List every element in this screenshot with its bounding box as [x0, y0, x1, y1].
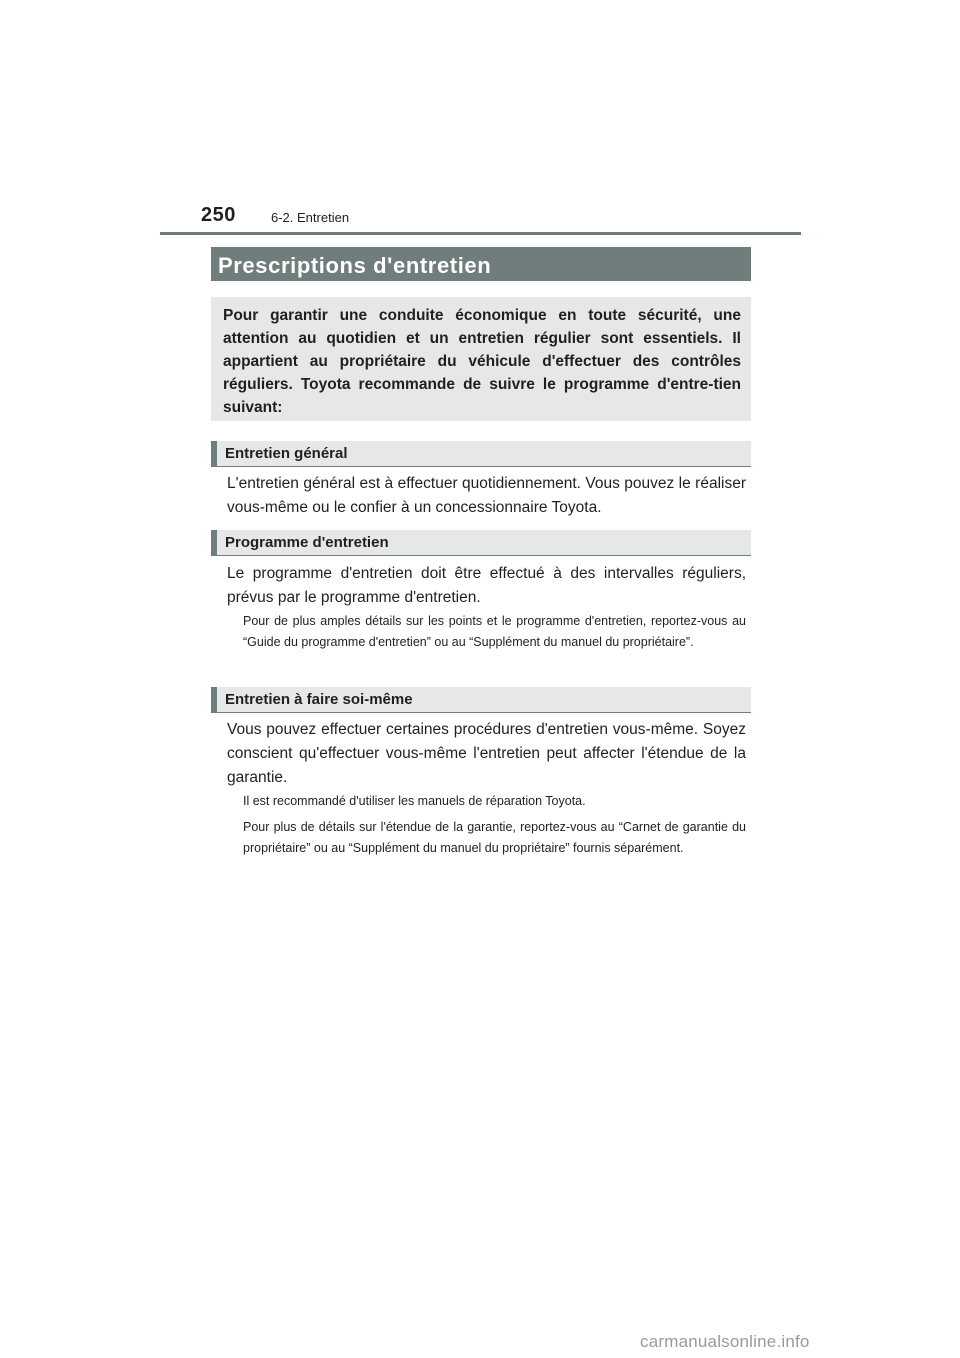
page-title: Prescriptions d'entretien	[211, 247, 751, 281]
note-repair-manuals: Il est recommandé d'utiliser les manuels de réparation Toyota.	[243, 794, 586, 808]
intro-box: Pour garantir une conduite économique en toute sécurité, une attention au quotidien et un entretien régulier sont essentiels. Il appartient au propriétaire du véhicule d'effectuer des contrôles réguliers. Toyota recommande de suivre le programme d'entre-tien suivant:	[211, 297, 751, 421]
paragraph-maintenance-schedule: Le programme d'entretien doit être effectué à des intervalles réguliers, prévus par le programme d'entretien.	[227, 565, 746, 606]
section-reference: 6-2. Entretien	[271, 210, 350, 225]
heading-general-maintenance: Entretien général	[211, 441, 751, 467]
heading-maintenance-schedule: Programme d'entretien	[211, 530, 751, 556]
watermark: carmanualsonline.info	[640, 1332, 810, 1351]
paragraph-diy-maintenance: Vous pouvez effectuer certaines procédures d'entretien vous-même. Soyez conscient qu'effectuer vous-même l'entretien peut affecter l'étendue de la garantie.	[227, 721, 746, 786]
header-rule	[160, 232, 801, 235]
page-number: 250	[201, 204, 236, 226]
heading-diy-maintenance: Entretien à faire soi-même	[211, 687, 751, 713]
note-maintenance-schedule: Pour de plus amples détails sur les points et le programme d'entretien, reportez-vous au “Guide du programme d'entretien” ou au “Supplément du manuel du propriétaire”.	[243, 614, 746, 649]
paragraph-general-maintenance: L'entretien général est à effectuer quotidiennement. Vous pouvez le réaliser vous-même ou le confier à un concessionnaire Toyota.	[227, 475, 746, 516]
note-warranty: Pour plus de détails sur l'étendue de la garantie, reportez-vous au “Carnet de garantie du propriétaire” ou au “Supplément du manuel du propriétaire” fournis séparément.	[243, 820, 746, 855]
